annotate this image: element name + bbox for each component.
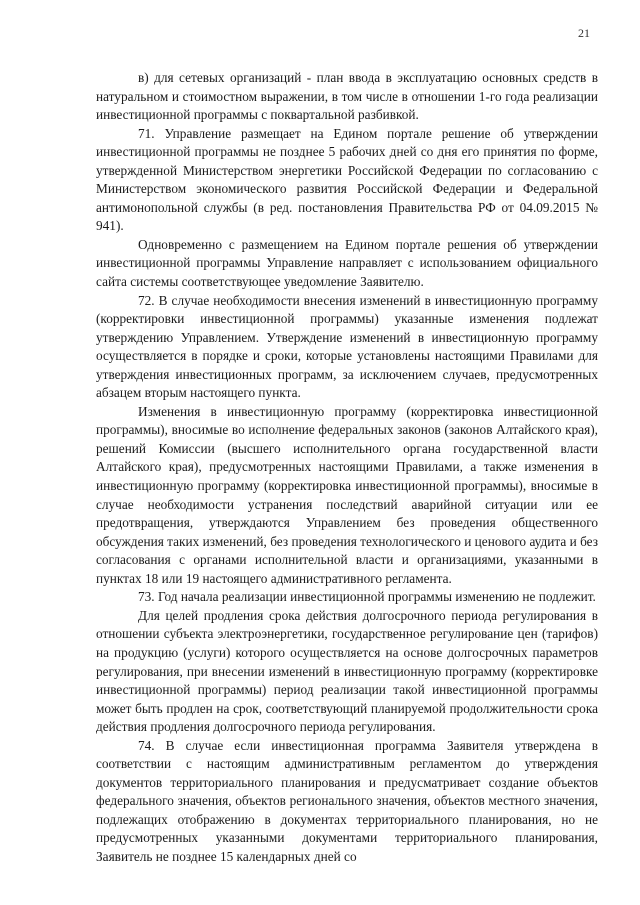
paragraph-72-changes: Изменения в инвестиционную программу (корректировка инвестиционной программы), вносимые во исполнение федеральных законов (законов Алтайского края), решений Комиссии (высшего исполнительного органа государственной власти Алтайского края), предусмотренных настоящими Правилами, а также изменения в инвестиционную программу (корректировка инвестиционной программы), вносимые в случае необходимости устранения последствий аварийной ситуации или ее предотвращения, утверждаются Управлением без проведения общественного обсуждения таких изменений, без проведения технологического и ценового аудита и без согласования с органами исполнительной власти и организациями, указанными в пунктах 18 или 19 настоящего административного регламента. (96, 403, 598, 586)
paragraph-74: 74. В случае если инвестиционная программа Заявителя утверждена в соответствии с настоящим административным регламентом до утверждения документов территориального планирования и предусматривает создание объектов федерального значения, объектов регионального значения, объектов местного значения, подлежащих отображению в документах территориального планирования, но не предусмотренных указанными документами территориального планирования, Заявитель не позднее 15 календарных дней со (96, 737, 598, 864)
page-number: 21 (578, 26, 590, 40)
paragraph-72: 72. В случае необходимости внесения изменений в инвестиционную программу (корректировки инвестиционной программы) указанные изменения подлежат утверждению Управлением. Утверждение изменений в инвестиционную программу осуществляется в порядке и сроки, которые установлены настоящими Правилами для утверждения инвестиционных программ, за исключением случаев, предусмотренных абзацем вторым настоящего пункта. (96, 292, 598, 401)
paragraph-71: 71. Управление размещает на Едином портале решение об утверждении инвестиционной программы не позднее 5 рабочих дней со дня его принятия по форме, утвержденной Министерством энергетики Российской Федерации по согласованию с Министерством экономического развития Российской Федерации и Федеральной антимонопольной службы (в ред. постановления Правительства РФ от 04.09.2015 № 941). (96, 125, 598, 234)
paragraph-73: 73. Год начала реализации инвестиционной программы изменению не подлежит. (138, 589, 596, 605)
paragraph-item-v: в) для сетевых организаций - план ввода в эксплуатацию основных средств в натуральном и стоимостном выражении, в том числе в отношении 1-го года реализации инвестиционной программы с поквартальной разбивкой. (96, 70, 598, 123)
paragraph-71-notification: Одновременно с размещением на Едином портале решения об утверждении инвестиционной программы Управление направляет с использованием официального сайта системы соответствующее уведомление Заявителю. (96, 236, 598, 290)
document-body (96, 69, 598, 867)
paragraph-73-extension: Для целей продления срока действия долгосрочного периода регулирования в отношении субъекта электроэнергетики, государственное регулирование цен (тарифов) на продукцию (услуги) которого осуществляется на основе долгосрочных параметров регулирования, при внесении изменений в инвестиционную программу (корректировке инвестиционной программы) период реализации такой инвестиционной программы может быть продлен на срок, соответствующий планируемой продолжительности срока действия продления долгосрочного периода регулирования. (96, 607, 598, 735)
